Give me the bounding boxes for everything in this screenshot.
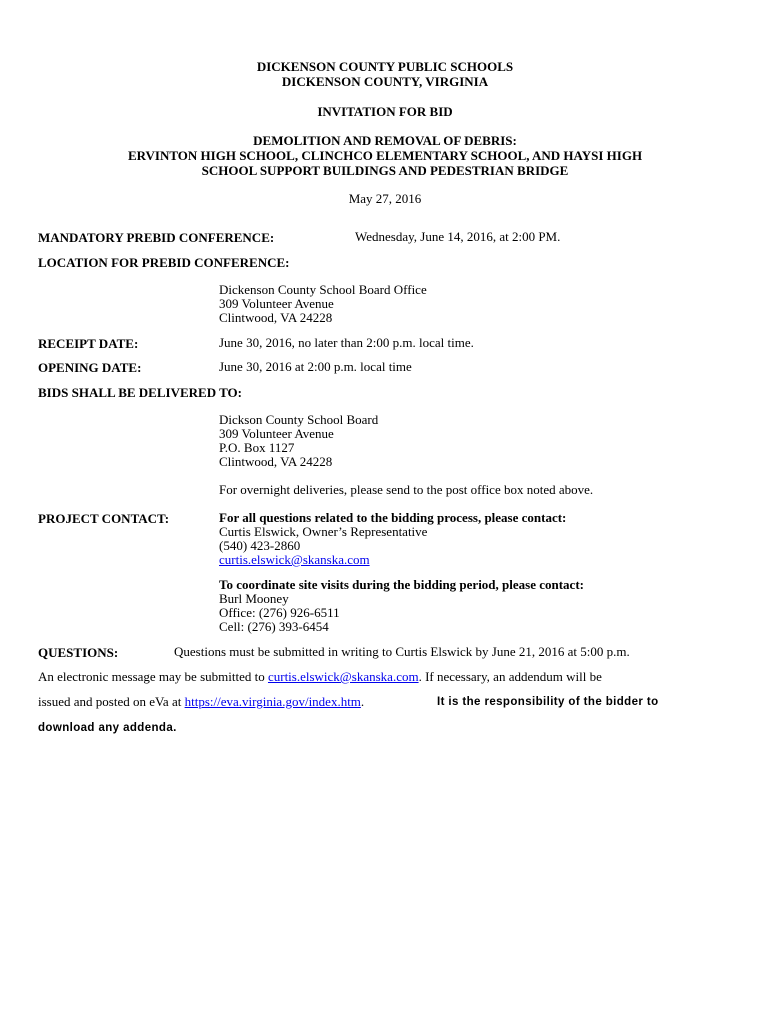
delivery-line-3: P.O. Box 1127	[219, 440, 295, 455]
questions-value: Questions must be submitted in writing to Curtis Elswick by June 21, 2016 at 5:00 p.m.	[174, 644, 630, 659]
location-label: LOCATION FOR PREBID CONFERENCE:	[38, 255, 290, 270]
delivery-line-2: 309 Volunteer Avenue	[219, 426, 334, 441]
document-type: INVITATION FOR BID	[317, 104, 453, 119]
site-contact-office: Office: (276) 926-6511	[219, 605, 340, 620]
delivery-line-1: Dickson County School Board	[219, 412, 379, 427]
receipt-value: June 30, 2016, no later than 2:00 p.m. local time.	[219, 335, 474, 350]
questions-label: QUESTIONS:	[38, 645, 119, 660]
location-line-1: Dickenson County School Board Office	[219, 282, 427, 297]
eva-url-link[interactable]: https://eva.virginia.gov/index.htm	[184, 694, 361, 709]
delivery-line-4: Clintwood, VA 24228	[219, 454, 333, 469]
document-date: May 27, 2016	[348, 191, 422, 206]
contact-label: PROJECT CONTACT:	[38, 511, 170, 526]
para-email-link[interactable]: curtis.elswick@skanska.com	[267, 669, 419, 684]
subject-line-2: ERVINTON HIGH SCHOOL, CLINCHCO ELEMENTARY SCHOOL, AND HAYSI HIGH	[127, 148, 643, 163]
electronic-message-paragraph-line-2	[38, 695, 364, 710]
subject-line-3: SCHOOL SUPPORT BUILDINGS AND PEDESTRIAN BRIDGE	[201, 163, 569, 178]
location-line-3: Clintwood, VA 24228	[219, 310, 333, 325]
prebid-value: Wednesday, June 14, 2016, at 2:00 PM.	[355, 229, 561, 244]
location-line-2: 309 Volunteer Avenue	[219, 296, 334, 311]
site-visit-heading: To coordinate site visits during the bidding period, please contact:	[219, 577, 584, 592]
receipt-label: RECEIPT DATE:	[38, 336, 139, 351]
site-contact-name: Burl Mooney	[219, 591, 289, 606]
subject-line-1: DEMOLITION AND REMOVAL OF DEBRIS:	[253, 133, 517, 148]
bidding-contact-phone: (540) 423-2860	[219, 538, 301, 553]
electronic-message-paragraph-line-1	[38, 670, 602, 685]
para-text-2: . If necessary, an addendum will be	[418, 669, 602, 684]
responsibility-notice-line-2: download any addenda.	[38, 722, 177, 734]
bidding-contact-name: Curtis Elswick, Owner’s Representative	[219, 524, 428, 539]
overnight-note: For overnight deliveries, please send to the post office box noted above.	[219, 482, 594, 497]
org-location: DICKENSON COUNTY, VIRGINIA	[281, 74, 489, 89]
delivery-label: BIDS SHALL BE DELIVERED TO:	[38, 385, 242, 400]
para-text-3: issued and posted on eVa at	[38, 694, 185, 709]
site-contact-cell: Cell: (276) 393-6454	[219, 619, 329, 634]
para-text-1: An electronic message may be submitted to	[38, 669, 268, 684]
opening-value: June 30, 2016 at 2:00 p.m. local time	[219, 359, 412, 374]
prebid-label: MANDATORY PREBID CONFERENCE:	[38, 230, 275, 245]
bidding-contact-heading: For all questions related to the bidding process, please contact:	[219, 510, 567, 525]
bidding-contact-email-link[interactable]: curtis.elswick@skanska.com	[219, 552, 370, 567]
opening-label: OPENING DATE:	[38, 360, 142, 375]
para-text-4: .	[360, 694, 365, 709]
org-name: DICKENSON COUNTY PUBLIC SCHOOLS	[256, 59, 514, 74]
responsibility-notice-line-1: It is the responsibility of the bidder to	[437, 696, 659, 708]
